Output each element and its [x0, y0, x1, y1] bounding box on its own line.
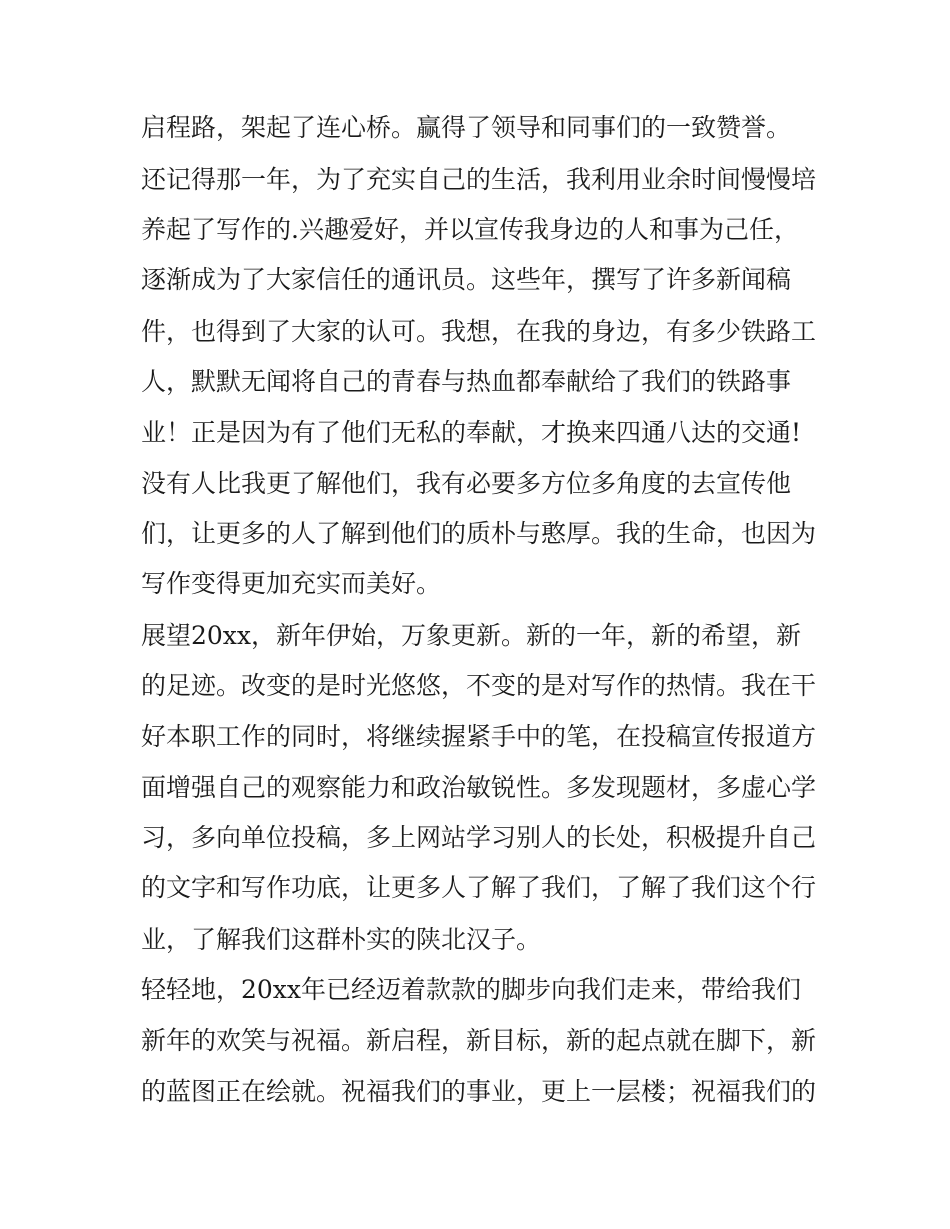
text-line: 好本职工作的同时，将继续握紧手中的笔，在投稿宣传报道方	[141, 722, 817, 751]
text-line: 逐渐成为了大家信任的通讯员。这些年，撰写了许多新闻稿	[141, 265, 792, 294]
text-line: 的足迹。改变的是时光悠悠，不变的是对写作的热情。我在干	[141, 671, 817, 700]
text-line: 没有人比我更了解他们，我有必要多方位多角度的去宣传他	[141, 469, 792, 498]
text-line: 养起了写作的.兴趣爱好，并以宣传我身边的人和事为己任，	[141, 215, 799, 244]
text-line: 人，默默无闻将自己的青春与热血都奉献给了我们的铁路事	[141, 367, 792, 396]
text-line: 的文字和写作功底，让更多人了解了我们，了解了我们这个行	[141, 873, 817, 902]
text-line: 写作变得更加充实而美好。	[141, 569, 442, 598]
text-line: 新年的欢笑与祝福。新启程，新目标，新的起点就在脚下，新	[141, 1026, 817, 1055]
text-line: 启程路，架起了连心桥。赢得了领导和同事们的一致赞誉。	[141, 113, 792, 142]
text-line: 业！正是因为有了他们无私的奉献，才换来四通八达的交通!	[141, 418, 802, 447]
text-line: 展望20xx，新年伊始，万象更新。新的一年，新的希望，新	[141, 621, 802, 650]
text-line: 习，多向单位投稿，多上网站学习别人的长处，积极提升自己	[141, 823, 817, 852]
text-line: 业，了解我们这群朴实的陕北汉子。	[141, 925, 542, 954]
text-line: 件，也得到了大家的认可。我想，在我的身边，有多少铁路工	[141, 317, 817, 346]
text-line: 还记得那一年，为了充实自己的生活，我利用业余时间慢慢培	[141, 165, 817, 194]
text-line: 轻轻地，20xx年已经迈着款款的脚步向我们走来，带给我们	[141, 975, 802, 1004]
text-line: 们，让更多的人了解到他们的质朴与憨厚。我的生命，也因为	[141, 519, 817, 548]
text-line: 面增强自己的观察能力和政治敏锐性。多发现题材，多虚心学	[141, 773, 817, 802]
text-line: 的蓝图正在绘就。祝福我们的事业，更上一层楼；祝福我们的	[141, 1077, 817, 1106]
